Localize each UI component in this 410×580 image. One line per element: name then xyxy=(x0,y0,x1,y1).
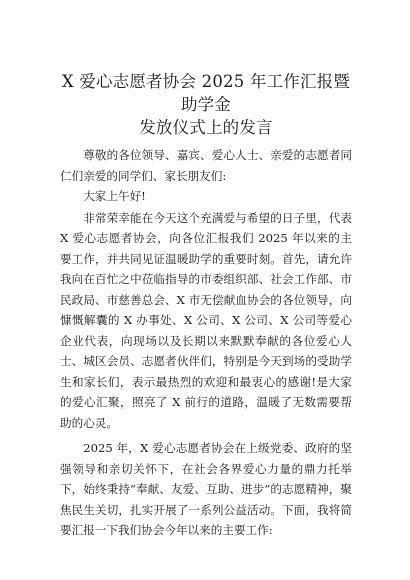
document-title xyxy=(60,70,352,139)
salutation: 尊敬的各位领导、嘉宾、爱心人士、亲爱的志愿者同仁们亲爱的同学们、家长朋友们: xyxy=(60,148,352,183)
greeting: 大家上午好! xyxy=(83,189,146,203)
title-line-2: 发放仪式上的发言 xyxy=(139,118,273,137)
title-line-1: X 爱心志愿者协会 2025 年工作汇报暨助学金 xyxy=(61,72,351,114)
body-paragraph-1: 非常荣幸能在今天这个充满爱与希望的日子里，代表 X 爱心志愿者协会，向各位汇报我们 2025 年以来的主要工作，并共同见证温暖助学的重要时刻。首先，请允许我向在百忙之中莅临指导的市委组织部、社会工作部、市民政局、市慈善总会、X 市无偿献血协会的各位领导，向慷慨解囊的 X 办事处、X 公司、X 公司、X 公司等爱心企业代表，向现场以及长期以来默默奉献的各位爱心人士、城区会员、志愿者伙伴们，特别是今天到场的受助学生和家长们，表示最热烈的欢迎和最衷心的感谢!是大家的爱心汇聚，照亮了 X 前行的道路，温暖了无数需要帮助的心灵。 xyxy=(60,210,352,430)
body-paragraph-2: 2025 年，X 爱心志愿者协会在上级党委、政府的坚强领导和亲切关怀下，在社会各界爱心力量的鼎力托举下，始终秉持“奉献、友爱、互助、进步”的志愿精神，聚焦民生关切，扎实开展了一系列公益活动。下面，我将简要汇报一下我们协会今年以来的主要工作: xyxy=(60,441,352,537)
